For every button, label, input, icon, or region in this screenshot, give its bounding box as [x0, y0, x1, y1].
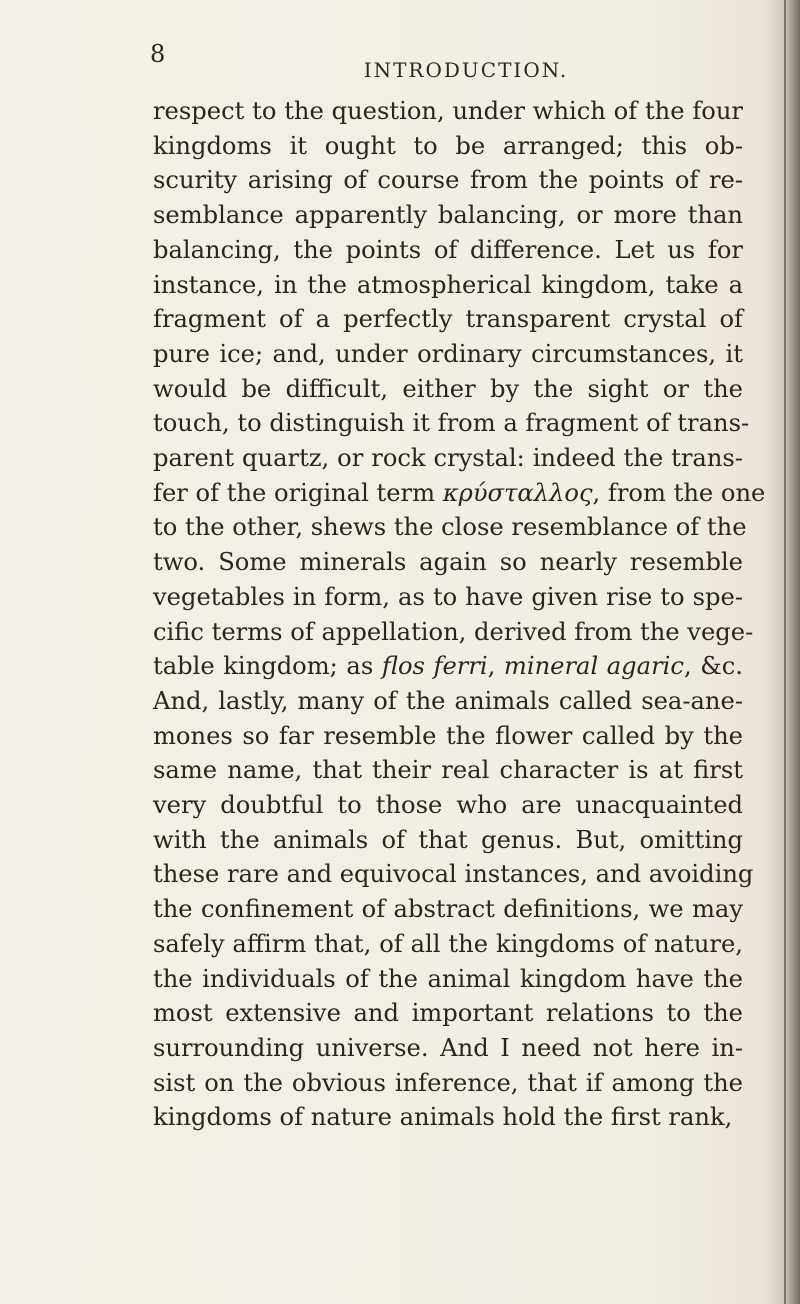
text-line-12	[153, 476, 766, 511]
page-edge-shadow	[766, 0, 800, 1304]
text-line-19: mones so far resemble the flower called by the	[153, 721, 743, 750]
text-line-1: respect to the question, under which of the four	[153, 97, 743, 125]
text-line-21: very doubtful to those who are unacquainted	[153, 791, 743, 820]
text-line-28: surrounding universe. And I need not here in-	[153, 1033, 743, 1062]
text-line-3: scurity arising of course from the points of re-	[153, 166, 743, 195]
text-line-2: kingdoms it ought to be arranged; this ob-	[153, 131, 743, 160]
text-line-5: balancing, the points of difference. Let us for	[153, 235, 743, 264]
text-line-20: same name, that their real character is at first	[153, 756, 743, 785]
text-line-9: would be difficult, either by the sight or the	[153, 374, 743, 403]
text-line-17-before: table kingdom; as	[153, 652, 382, 681]
text-line-30: kingdoms of nature animals hold the first rank,	[153, 1103, 733, 1132]
text-line-11: parent quartz, or rock crystal: indeed the trans-	[153, 444, 743, 473]
text-line-18: And, lastly, many of the animals called sea-ane-	[153, 686, 743, 715]
greek-term: κρύσταλλος	[442, 478, 593, 507]
italic-term-flos-ferri: flos ferri	[381, 652, 488, 681]
text-line-17-middle: ,	[487, 652, 504, 681]
text-line-29: sist on the obvious inference, that if among the	[153, 1068, 743, 1097]
running-head: INTRODUCTION.	[363, 58, 569, 82]
text-line-7: fragment of a perfectly transparent crystal of	[153, 305, 743, 334]
text-line-8: pure ice; and, under ordinary circumstances, it	[153, 339, 743, 368]
text-line-6: instance, in the atmospherical kingdom, take a	[153, 270, 743, 299]
text-line-12-after: , from the one	[592, 478, 766, 507]
text-line-4: semblance apparently balancing, or more than	[153, 201, 743, 230]
text-line-22: with the animals of that genus. But, omitting	[153, 825, 743, 854]
text-line-10: touch, to distinguish it from a fragment of trans-	[153, 409, 750, 438]
text-line-24: the confinement of abstract definitions, we may	[153, 895, 743, 924]
text-line-17	[153, 649, 743, 684]
text-line-26: the individuals of the animal kingdom have the	[153, 964, 743, 993]
body-paragraph	[153, 94, 766, 1135]
page-edge-line	[784, 0, 786, 1304]
text-line-13: to the other, shews the close resemblance of the	[153, 513, 747, 542]
text-line-12-before: fer of the original term	[153, 478, 443, 507]
text-line-15: vegetables in form, as to have given rise to spe-	[153, 582, 743, 611]
text-line-25: safely affirm that, of all the kingdoms of nature,	[153, 929, 743, 958]
italic-term-mineral-agaric: mineral agaric	[503, 652, 684, 681]
page-number: 8	[150, 40, 166, 68]
text-line-27: most extensive and important relations to the	[153, 999, 743, 1028]
text-line-14: two. Some minerals again so nearly resemble	[153, 548, 743, 577]
text-line-17-after: , &c.	[683, 652, 743, 681]
text-line-16: cific terms of appellation, derived from the vege-	[153, 617, 754, 646]
text-line-23: these rare and equivocal instances, and avoiding	[153, 860, 754, 889]
